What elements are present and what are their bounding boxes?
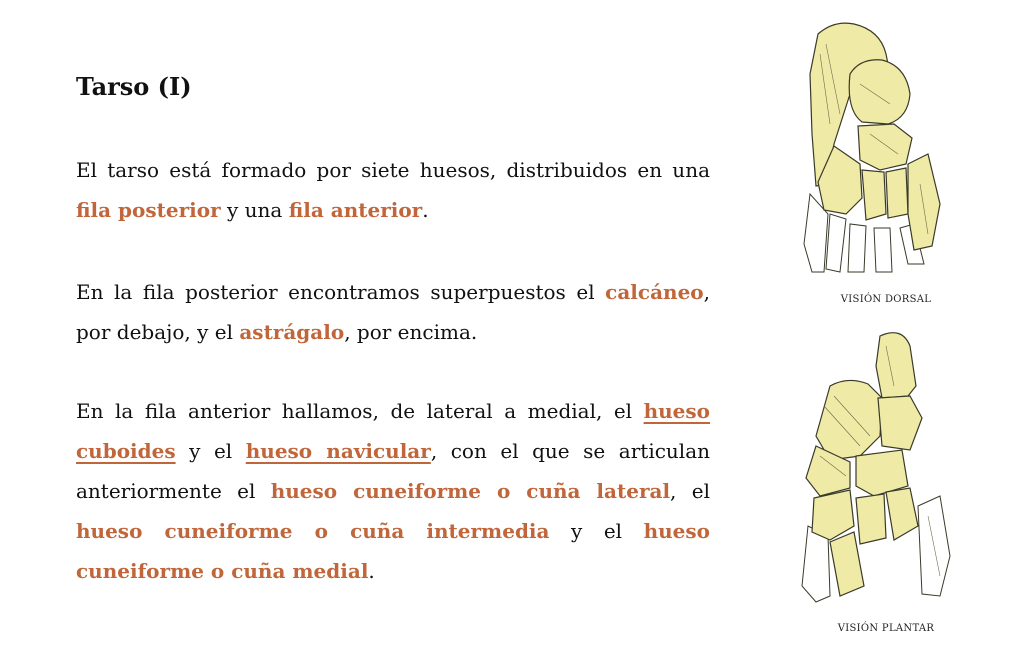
text: y el: [175, 439, 246, 463]
text: El tarso está formado por siete huesos, distribuidos en una: [76, 158, 710, 182]
term-fila-posterior: fila posterior: [76, 198, 221, 222]
term-astragalo: astrágalo: [239, 320, 345, 344]
term-calcaneo: calcáneo: [605, 280, 704, 304]
tarsus-plantar-illustration: [790, 326, 960, 604]
text: .: [368, 559, 375, 583]
term-cuna-medial: hueso cuneiforme o cuña medial: [76, 519, 710, 583]
text: En la fila posterior encontramos superpuestos el: [76, 280, 606, 304]
paragraph-posterior-row: [76, 272, 710, 352]
link-hueso-navicular[interactable]: hueso navicular: [245, 439, 431, 463]
caption-plantar: VISIÓN PLANTAR: [837, 623, 935, 634]
page-title: Tarso (I): [76, 72, 192, 101]
term-cuna-intermedia: hueso cuneiforme o cuña intermedia: [76, 519, 550, 543]
text: En la fila anterior hallamos, de lateral a medial, el: [76, 399, 644, 423]
tarsus-dorsal-illustration: [790, 14, 960, 274]
paragraph-anterior-row: [76, 391, 710, 591]
text: , el: [670, 479, 710, 503]
paragraph-intro: [76, 150, 710, 230]
caption-dorsal: VISIÓN DORSAL: [840, 294, 932, 305]
text: .: [422, 198, 429, 222]
text: , por debajo, y el: [76, 280, 710, 344]
term-fila-anterior: fila anterior: [288, 198, 423, 222]
text: y el: [549, 519, 644, 543]
text: , por encima.: [344, 320, 478, 344]
text: y una: [220, 198, 289, 222]
link-hueso-cuboides[interactable]: hueso cuboides: [76, 399, 710, 463]
text: , con el que se articulan anteriormente el: [76, 439, 710, 503]
term-cuna-lateral: hueso cuneiforme o cuña lateral: [270, 479, 671, 503]
